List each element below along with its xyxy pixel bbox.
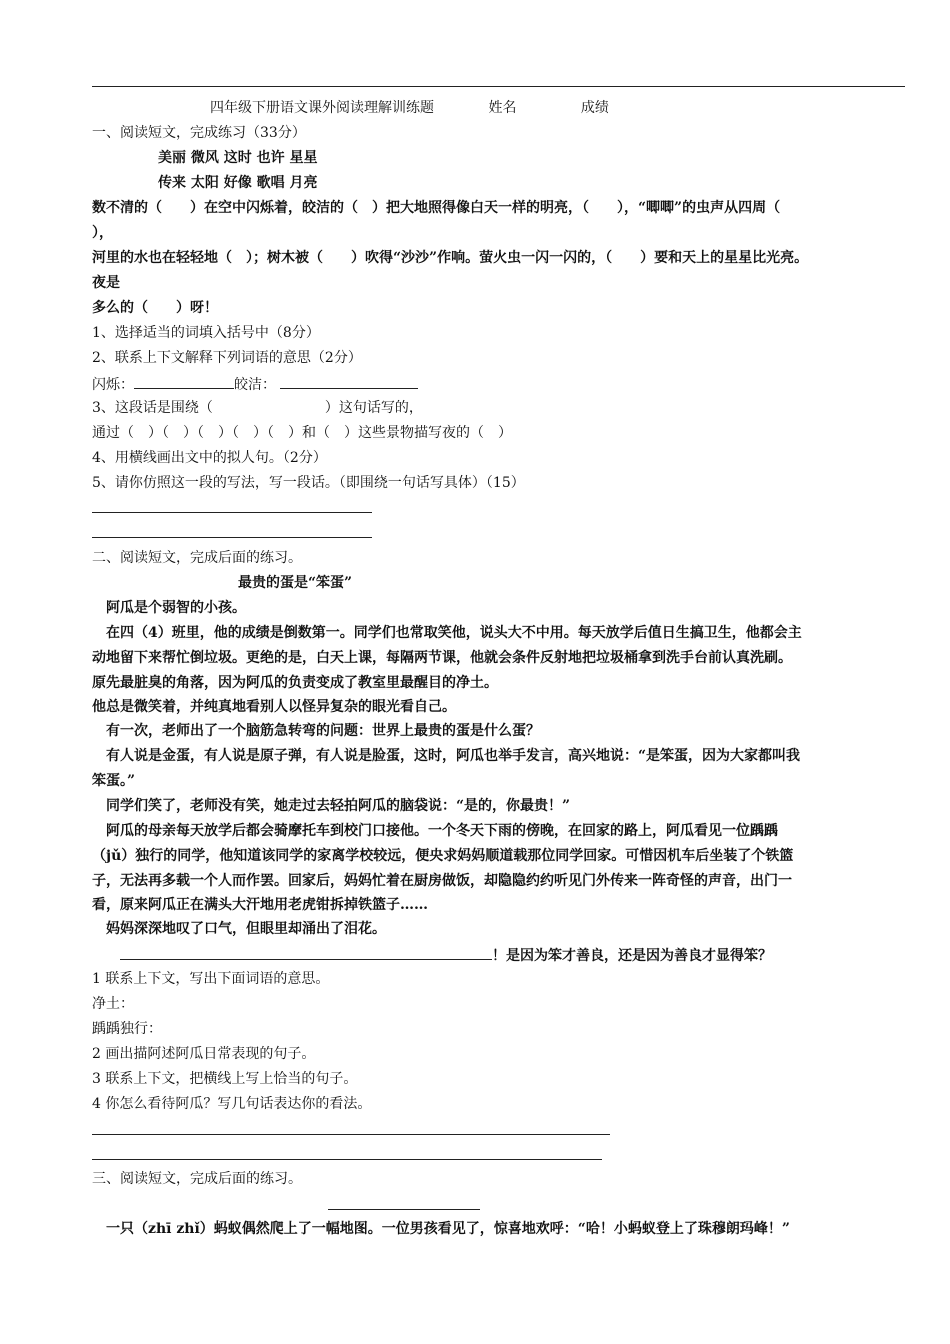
passage2-line: 动地留下来帮忙倒垃圾。更绝的是，白天上课，每隔两节课，他就会条件反射地把垃圾桶拿到洗手台前认真洗刷。 <box>92 650 792 666</box>
writing-line[interactable] <box>92 512 372 513</box>
passage2-line: 有人说是金蛋，有人说是原子弹，有人说是脸蛋，这时，阿瓜也举手发言，高兴地说：“是笨蛋，因为大家都叫我 <box>92 748 801 764</box>
question2-1: 1 联系上下文，写出下面词语的意思。 <box>92 971 330 987</box>
section2-heading: 二、阅读短文，完成后面的练习。 <box>92 550 302 566</box>
passage1-line1b: ）， <box>92 225 113 241</box>
term-label: 皎洁： <box>234 377 276 393</box>
passage2-line: 同学们笑了，老师没有笑，她走过去轻拍阿瓜的脑袋说：“是的，你最贵！” <box>92 798 571 814</box>
question2-4: 4 你怎么看待阿瓜？写几句话表达你的看法。 <box>92 1096 372 1112</box>
title-blank[interactable] <box>328 1209 480 1210</box>
passage2-line: 阿瓜是个弱智的小孩。 <box>92 600 246 616</box>
page-title: 四年级下册语文课外阅读理解训练题 <box>210 100 434 116</box>
section1-heading: 一、阅读短文，完成练习（33分） <box>92 125 306 141</box>
question2-2: 2 画出描阿述阿瓜日常表现的句子。 <box>92 1046 316 1062</box>
answer-blank[interactable] <box>134 374 234 389</box>
section3-heading: 三、阅读短文，完成后面的练习。 <box>92 1171 302 1187</box>
passage1-line2: 河里的水也在轻轻地（ ）；树木被（ ）吹得“沙沙”作响。萤火虫一闪一闪的，（ ）要和天上的星星比光亮。 <box>92 250 809 266</box>
question1-5: 5、请你仿照这一段的写法，写一段话。（即围绕一句话写具体）（15） <box>92 475 525 491</box>
score-label: 成绩 <box>580 100 609 116</box>
passage1-line3: 多么的（ ）呀！ <box>92 300 218 316</box>
question-text: 3、这段话是围绕（ <box>92 400 213 416</box>
passage2-line: 在四（4）班里，他的成绩是倒数第一。同学们也常取笑他，说头大不中用。每天放学后值日生搞卫生，他都会主 <box>92 625 802 641</box>
passage2-line: 原先最脏臭的角落，因为阿瓜的负责变成了教室里最醒目的净土。 <box>92 675 498 691</box>
term-jujuduxing: 踽踽独行： <box>92 1021 162 1037</box>
name-label: 姓名 <box>488 100 517 116</box>
passage2-line: 子，无法再多载一个人而作罢。回家后，妈妈忙着在厨房做饭，却隐隐约约听见门外传来一阵奇怪的声音，出门一 <box>92 873 792 889</box>
question1-3 <box>92 399 423 417</box>
question1-2: 2、联系上下文解释下列词语的意思（2分） <box>92 350 362 366</box>
passage2-line: 看，原来阿瓜正在满头大汗地用老虎钳拆掉铁篮子…… <box>92 897 428 913</box>
sentence-blank[interactable] <box>120 945 492 960</box>
writing-line[interactable] <box>92 537 372 538</box>
writing-line[interactable] <box>92 1159 602 1160</box>
fill-sentence-tail: ！是因为笨才善良，还是因为善良才显得笨？ <box>492 948 772 964</box>
fill-sentence <box>120 945 772 965</box>
passage2-line: 阿瓜的母亲每天放学后都会骑摩托车到校门口接他。一个冬天下雨的傍晚，在回家的路上，阿瓜看见一位踽踽 <box>92 823 778 839</box>
top-rule <box>92 86 905 87</box>
question1-2-answers <box>92 374 418 394</box>
passage2-line: 有一次，老师出了一个脑筋急转弯的问题：世界上最贵的蛋是什么蛋？ <box>92 723 540 739</box>
word-bank-1: 美丽 微风 这时 也许 星星 <box>158 150 318 166</box>
question1-1: 1、选择适当的词填入括号中（8分） <box>92 325 320 341</box>
passage2-line: 笨蛋。” <box>92 773 136 789</box>
passage1-line2b: 夜是 <box>92 275 120 291</box>
passage3-line1: 一只（zhī zhǐ）蚂蚁偶然爬上了一幅地图。一位男孩看见了，惊喜地欢呼：“哈！小蚂蚁登上了珠穆朗玛峰！” <box>92 1221 790 1237</box>
answer-blank[interactable] <box>280 374 418 389</box>
passage2-title: 最贵的蛋是“笨蛋” <box>238 575 353 591</box>
passage1-line1: 数不清的（ ）在空中闪烁着，皎洁的（ ）把大地照得像白天一样的明亮，（ ），“唧唧”的虫声从四周（ <box>92 200 781 216</box>
word-bank-2: 传来 太阳 好像 歌唱 月亮 <box>158 175 318 191</box>
passage2-line: 他总是微笑着，并纯真地看别人以怪异复杂的眼光看自己。 <box>92 699 456 715</box>
term-label: 闪烁： <box>92 377 134 393</box>
passage2-line: （jǔ）独行的同学，他知道该同学的家离学校较远，便央求妈妈顺道载那位同学回家。可惜因机车后坐装了个铁篮 <box>92 848 794 864</box>
question2-3: 3 联系上下文，把横线上写上恰当的句子。 <box>92 1071 358 1087</box>
question1-4: 4、用横线画出文中的拟人句。（2分） <box>92 450 327 466</box>
question1-3-cont: 通过（ ）（ ）（ ）（ ）（ ）和（ ）这些景物描写夜的（ ） <box>92 425 512 441</box>
header-row <box>210 99 609 117</box>
passage2-line: 妈妈深深地叹了口气，但眼里却涌出了泪花。 <box>92 921 386 937</box>
writing-line[interactable] <box>92 1134 610 1135</box>
question-text: ）这句话写的， <box>324 400 423 416</box>
term-jingtu: 净土： <box>92 996 134 1012</box>
